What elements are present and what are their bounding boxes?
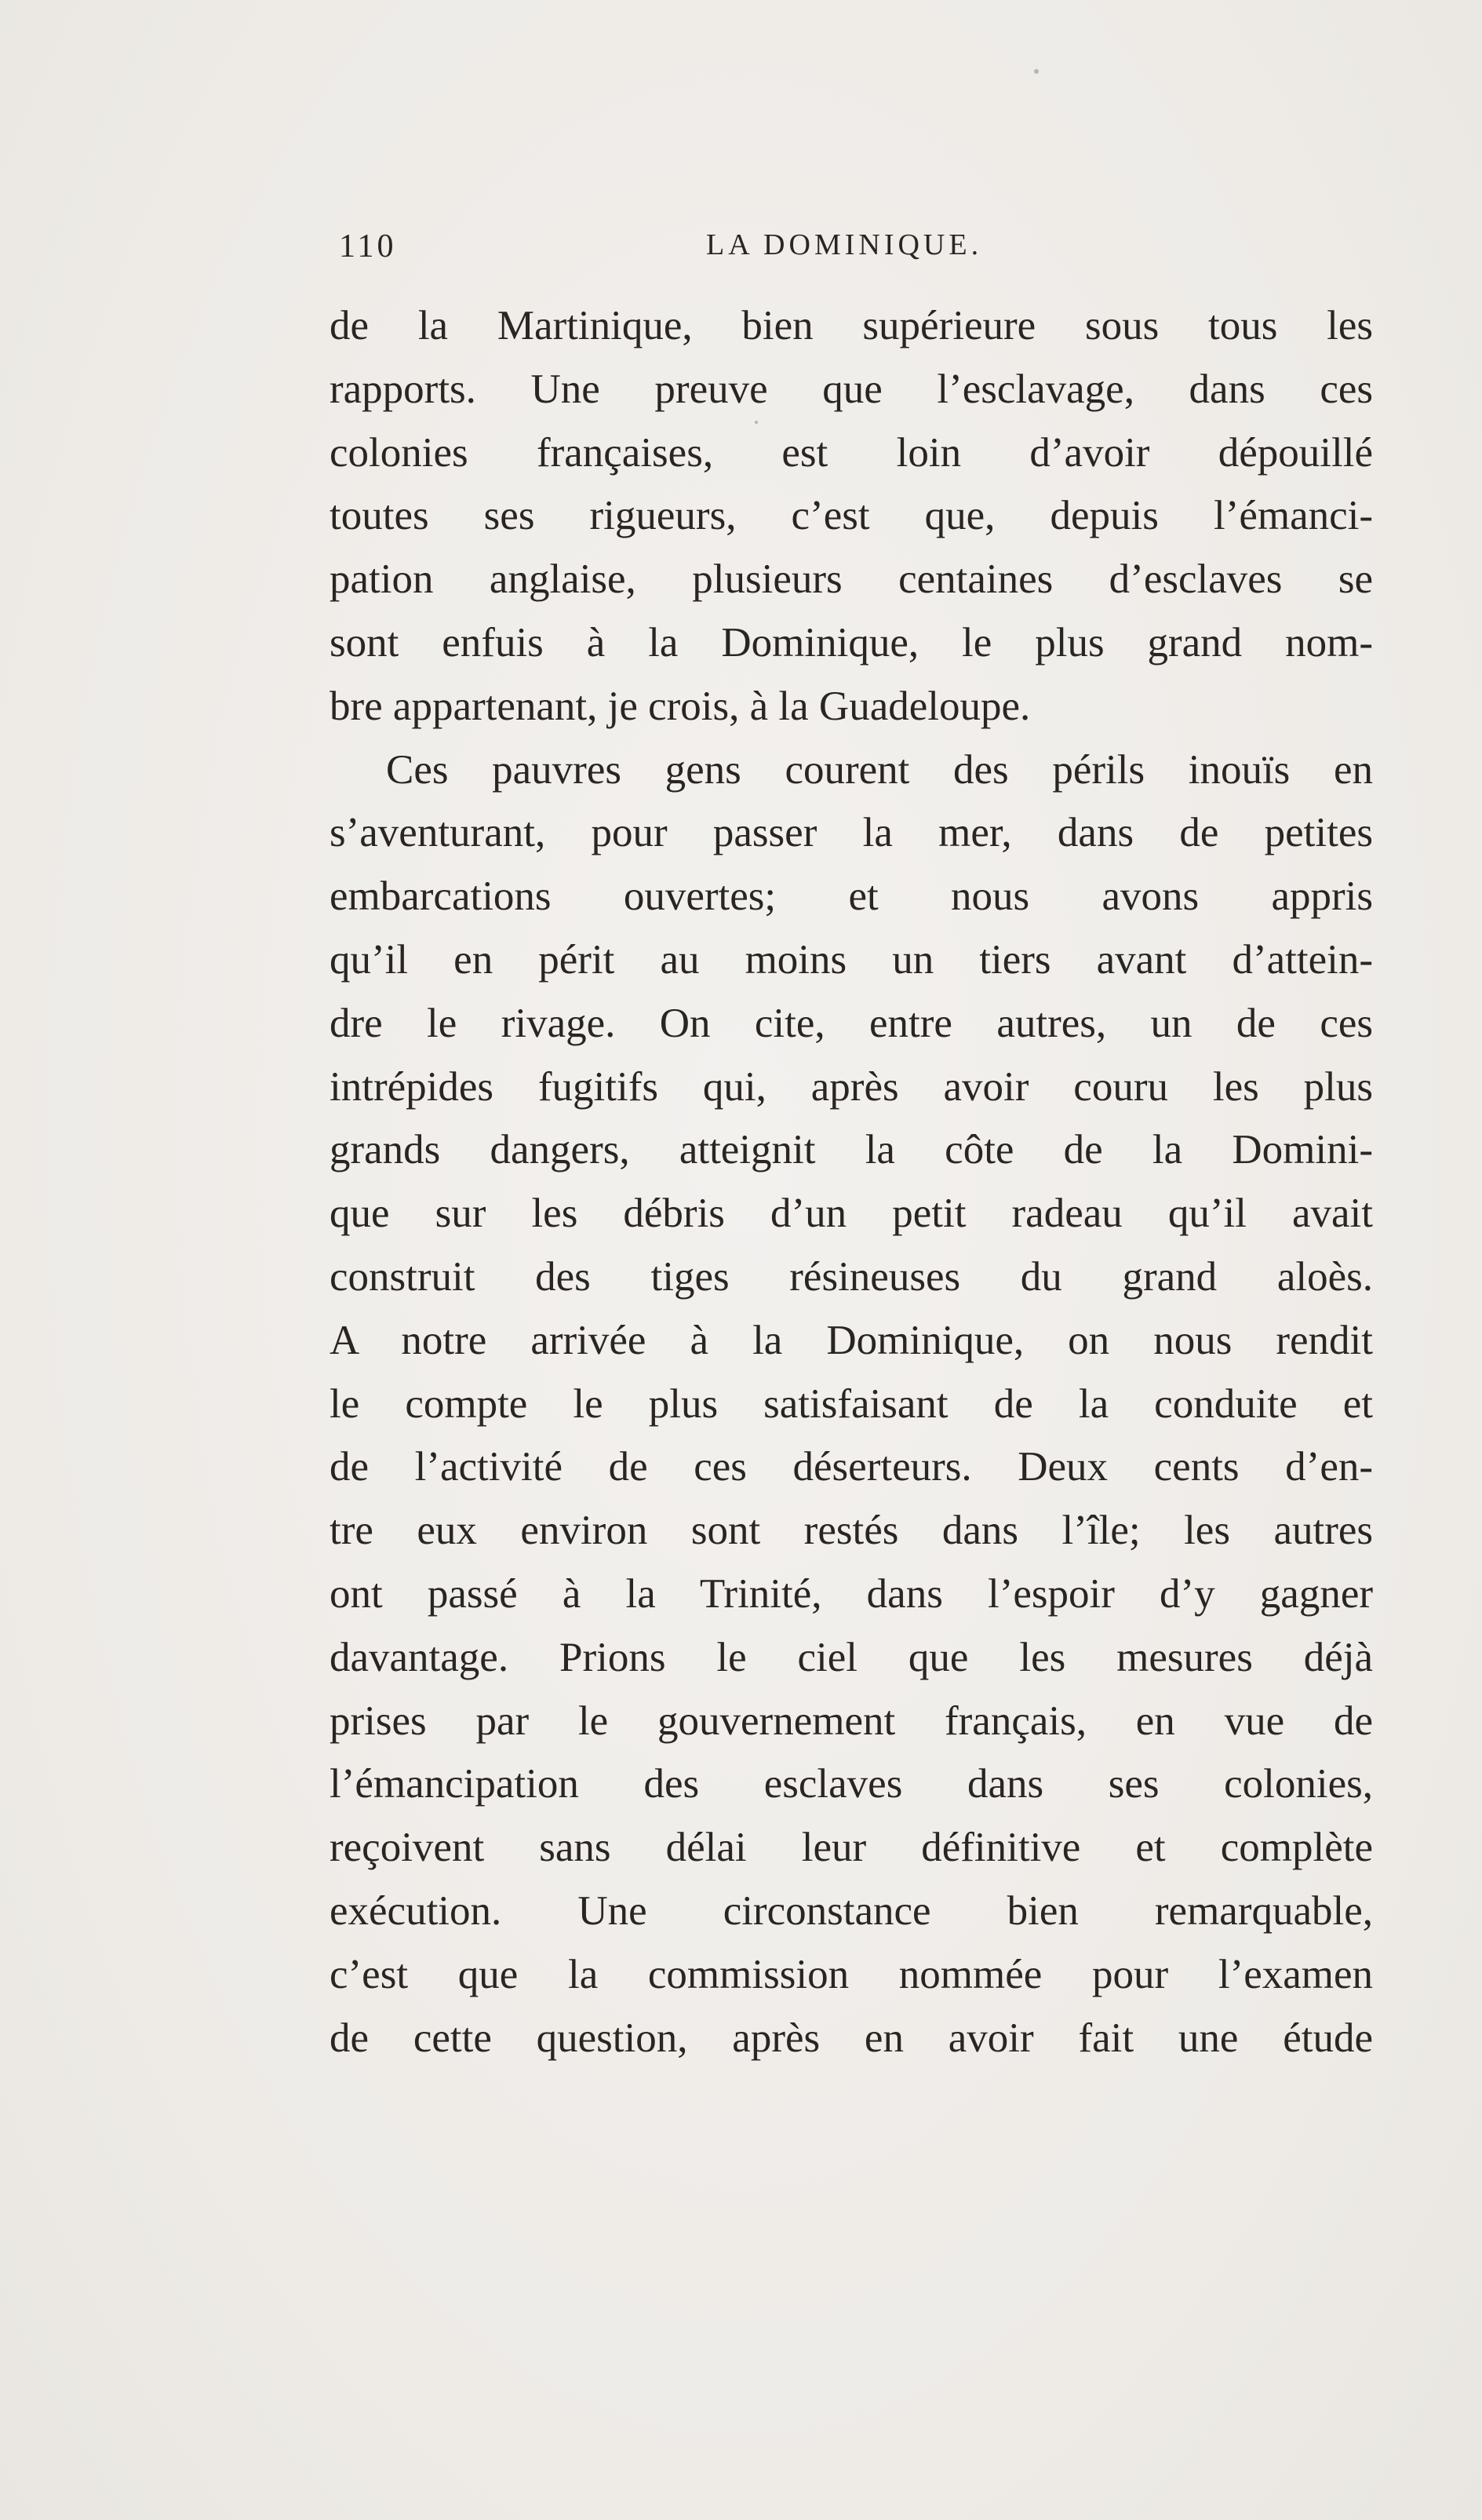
text-line: exécution. Une circonstance bien remarquable,	[330, 1887, 1373, 1934]
text-line: davantage. Prions le ciel que les mesures déjà	[330, 1634, 1373, 1680]
text-line: c’est que la commission nommée pour l’examen	[330, 1951, 1373, 1997]
text-line: pation anglaise, plusieurs centaines d’esclaves se	[330, 556, 1373, 603]
text-line: l’émancipation des esclaves dans ses colonies,	[330, 1761, 1373, 1807]
text-line: reçoivent sans délai leur définitive et complète	[330, 1825, 1373, 1871]
text-line: sont enfuis à la Dominique, le plus grand nom-	[330, 619, 1373, 666]
text-line: le compte le plus satisfaisant de la conduite et	[330, 1380, 1373, 1427]
text-line: que sur les débris d’un petit radeau qu’il avait	[330, 1191, 1373, 1237]
running-title: LA DOMINIQUE.	[706, 228, 983, 261]
text-line: tre eux environ sont restés dans l’île; les autres	[330, 1508, 1373, 1554]
text-line: de la Martinique, bien supérieure sous tous les	[330, 303, 1373, 348]
text-line: Ces pauvres gens courent des périls inouïs en	[386, 746, 1373, 793]
body-text	[330, 294, 1373, 2070]
paper-speck	[1034, 69, 1039, 74]
text-line: qu’il en périt au moins un tiers avant d’attein-	[330, 936, 1373, 983]
text-line: grands dangers, atteignit la côte de la Domini-	[330, 1127, 1373, 1173]
page-number: 110	[339, 228, 397, 264]
text-line: ont passé à la Trinité, dans l’espoir d’y gagner	[330, 1570, 1373, 1617]
text-line: rapports. Une preuve que l’esclavage, dans ces	[330, 366, 1373, 412]
text-line: de l’activité de ces déserteurs. Deux cents d’en-	[330, 1444, 1373, 1490]
page-header	[330, 228, 1369, 275]
text-line: bre appartenant, je crois, à la Guadeloupe.	[330, 683, 1031, 729]
text-line: construit des tiges résineuses du grand aloès.	[330, 1253, 1373, 1300]
text-line: intrépides fugitifs qui, après avoir couru les plus	[330, 1063, 1373, 1110]
text-line: dre le rivage. On cite, entre autres, un de ces	[330, 1000, 1373, 1046]
text-line: colonies françaises, est loin d’avoir dépouillé	[330, 429, 1373, 476]
text-line: de cette question, après en avoir fait une étude	[330, 2015, 1373, 2061]
text-line: A notre arrivée à la Dominique, on nous rendit	[330, 1317, 1373, 1363]
text-line: prises par le gouvernement français, en vue de	[330, 1698, 1373, 1744]
text-line: embarcations ouvertes; et nous avons appris	[330, 873, 1373, 920]
text-line: toutes ses rigueurs, c’est que, depuis l’émanci-	[330, 493, 1373, 539]
text-line: s’aventurant, pour passer la mer, dans de petites	[330, 810, 1373, 856]
